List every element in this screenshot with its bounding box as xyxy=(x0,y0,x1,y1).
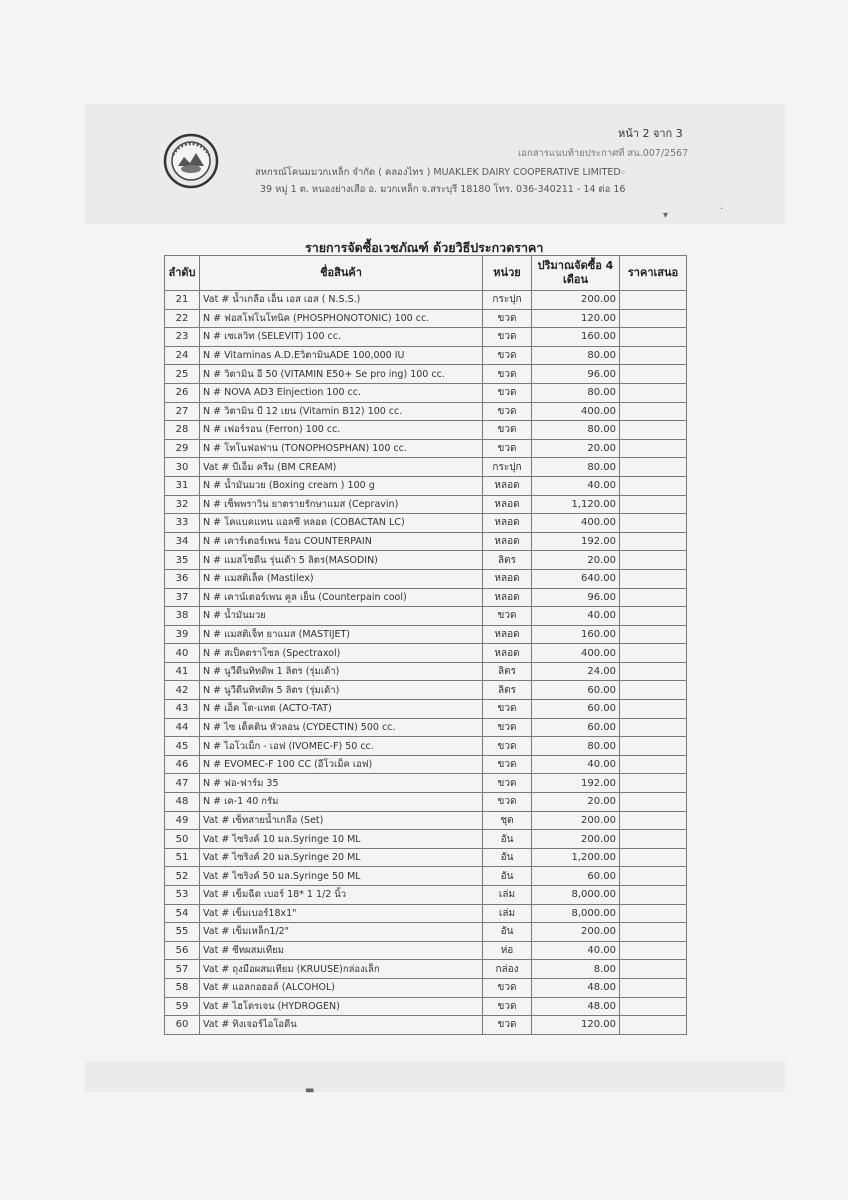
cell-product-name: N # EVOMEC-F 100 CC (อีโวเม็ค เอฟ) xyxy=(200,755,483,774)
cell-price xyxy=(620,551,687,570)
cell-price xyxy=(620,997,687,1016)
cell-order: 39 xyxy=(165,625,200,644)
cell-product-name: N # เซ็พพราวิน ยาตรายรักษาแมส (Cepravin) xyxy=(200,495,483,514)
cell-quantity: 60.00 xyxy=(532,867,620,886)
cell-product-name: N # ไซ เด็คติน หัวลอน (CYDECTIN) 500 cc. xyxy=(200,718,483,737)
cell-price xyxy=(620,402,687,421)
cell-price xyxy=(620,346,687,365)
cell-order: 35 xyxy=(165,551,200,570)
cell-product-name: N # ไอโวเม็ก - เอฟ (IVOMEC-F) 50 cc. xyxy=(200,737,483,756)
cell-unit: ขวด xyxy=(483,607,532,626)
cell-price xyxy=(620,978,687,997)
table-row xyxy=(165,811,687,830)
cell-price xyxy=(620,588,687,607)
cell-price xyxy=(620,830,687,849)
cell-product-name: N # เคาร์เตอร์เพน ร้อน COUNTERPAIN xyxy=(200,532,483,551)
cell-quantity: 80.00 xyxy=(532,383,620,402)
table-row xyxy=(165,886,687,905)
cell-price xyxy=(620,774,687,793)
cell-unit: หลอด xyxy=(483,644,532,663)
cell-product-name: Vat # แอลกอฮอล์ (ALCOHOL) xyxy=(200,978,483,997)
cell-product-name: Vat # ทิงเจอร์ไอโอดีน xyxy=(200,1016,483,1035)
cell-quantity: 20.00 xyxy=(532,793,620,812)
column-header-product: ชื่อสินค้า xyxy=(200,256,483,291)
cell-quantity: 80.00 xyxy=(532,346,620,365)
cell-unit: หลอด xyxy=(483,532,532,551)
cell-unit: ขวด xyxy=(483,383,532,402)
cell-order: 48 xyxy=(165,793,200,812)
cell-unit: ขวด xyxy=(483,1016,532,1035)
table-row xyxy=(165,551,687,570)
column-header-price: ราคาเสนอ xyxy=(620,256,687,291)
table-row xyxy=(165,997,687,1016)
cell-price xyxy=(620,514,687,533)
table-row xyxy=(165,718,687,737)
cell-quantity: 96.00 xyxy=(532,365,620,384)
cell-quantity: 60.00 xyxy=(532,718,620,737)
table-row xyxy=(165,328,687,347)
cell-price xyxy=(620,923,687,942)
cell-quantity: 120.00 xyxy=(532,309,620,328)
table-row xyxy=(165,978,687,997)
cell-quantity: 400.00 xyxy=(532,402,620,421)
cell-unit: ขวด xyxy=(483,309,532,328)
cell-price xyxy=(620,532,687,551)
cell-product-name: N # วิตามิน บี 12 เยน (Vitamin B12) 100 cc. xyxy=(200,402,483,421)
table-row xyxy=(165,662,687,681)
cell-price xyxy=(620,941,687,960)
cell-quantity: 192.00 xyxy=(532,774,620,793)
cell-unit: ขวด xyxy=(483,978,532,997)
cell-unit: ขวด xyxy=(483,793,532,812)
table-row xyxy=(165,346,687,365)
cell-price xyxy=(620,662,687,681)
cell-price xyxy=(620,476,687,495)
cell-order: 29 xyxy=(165,439,200,458)
cell-price xyxy=(620,569,687,588)
cell-quantity: 200.00 xyxy=(532,830,620,849)
cooperative-seal-icon xyxy=(163,133,219,189)
cell-quantity: 40.00 xyxy=(532,755,620,774)
cell-unit: ขวด xyxy=(483,997,532,1016)
column-header-quantity: ปริมาณจัดซื้อ 4 เดือน xyxy=(532,256,620,291)
cell-product-name: N # นูวีดีนทิทดิพ 1 ลิตร (รุ่มเด้า) xyxy=(200,662,483,681)
table-row xyxy=(165,439,687,458)
cell-order: 57 xyxy=(165,960,200,979)
cell-order: 33 xyxy=(165,514,200,533)
table-row xyxy=(165,421,687,440)
cell-product-name: N # แมสโซดีน รุ่นเด้า 5 ลิตร(MASODIN) xyxy=(200,551,483,570)
cell-unit: กระปุก xyxy=(483,458,532,477)
cell-product-name: Vat # ไซริงค์ 20 มล.Syringe 20 ML xyxy=(200,848,483,867)
cell-product-name: Vat # บีเอ็ม ครีม (BM CREAM) xyxy=(200,458,483,477)
cell-order: 41 xyxy=(165,662,200,681)
cell-price xyxy=(620,960,687,979)
cell-order: 43 xyxy=(165,700,200,719)
cell-price xyxy=(620,383,687,402)
cell-product-name: Vat # ถุงมือผสมเทียม (KRUUSE)กล่องเล็ก xyxy=(200,960,483,979)
cell-product-name: N # สเป็คตราโซล (Spectraxol) xyxy=(200,644,483,663)
cell-quantity: 8,000.00 xyxy=(532,886,620,905)
cell-order: 30 xyxy=(165,458,200,477)
cell-quantity: 40.00 xyxy=(532,476,620,495)
cell-product-name: Vat # เข็มเบอร์18x1" xyxy=(200,904,483,923)
cell-price xyxy=(620,328,687,347)
cell-order: 54 xyxy=(165,904,200,923)
table-row xyxy=(165,737,687,756)
cell-product-name: Vat # ไซริงค์ 50 มล.Syringe 50 ML xyxy=(200,867,483,886)
cell-price xyxy=(620,718,687,737)
table-row xyxy=(165,569,687,588)
cell-order: 40 xyxy=(165,644,200,663)
cell-order: 47 xyxy=(165,774,200,793)
cell-unit: ชุด xyxy=(483,811,532,830)
cell-order: 27 xyxy=(165,402,200,421)
cell-price xyxy=(620,291,687,310)
cell-order: 36 xyxy=(165,569,200,588)
cell-product-name: N # ฟอ-ฟาร์ม 35 xyxy=(200,774,483,793)
cell-quantity: 200.00 xyxy=(532,923,620,942)
cell-product-name: Vat # ไฮโดรเจน (HYDROGEN) xyxy=(200,997,483,1016)
cell-price xyxy=(620,700,687,719)
cell-price xyxy=(620,309,687,328)
cell-unit: ขวด xyxy=(483,439,532,458)
organization-name: สหกรณ์โคนมมวกเหล็ก จำกัด ( คลองไทร ) MUAKLEK DAIRY COOPERATIVE LIMITED xyxy=(255,167,621,178)
cell-unit: อัน xyxy=(483,867,532,886)
cell-quantity: 96.00 xyxy=(532,588,620,607)
cell-order: 22 xyxy=(165,309,200,328)
table-row xyxy=(165,458,687,477)
scan-speck: ▾ xyxy=(663,210,669,221)
cell-order: 31 xyxy=(165,476,200,495)
cell-quantity: 24.00 xyxy=(532,662,620,681)
cell-order: 49 xyxy=(165,811,200,830)
cell-product-name: Vat # เข็มฉีด เบอร์ 18* 1 1/2 นิ้ว xyxy=(200,886,483,905)
column-header-unit: หน่วย xyxy=(483,256,532,291)
cell-order: 45 xyxy=(165,737,200,756)
cell-product-name: N # NOVA AD3 Elnjection 100 cc. xyxy=(200,383,483,402)
organization-address: 39 หมู่ 1 ต. หนองย่างเสือ อ. มวกเหล็ก จ.สระบุรี 18180 โทร. 036-340211 - 14 ต่อ 16 xyxy=(260,184,626,195)
cell-price xyxy=(620,439,687,458)
cell-unit: หลอด xyxy=(483,625,532,644)
cell-unit: กล่อง xyxy=(483,960,532,979)
cell-product-name: N # โทโนฟอฟาน (TONOPHOSPHAN) 100 cc. xyxy=(200,439,483,458)
cell-order: 24 xyxy=(165,346,200,365)
cell-order: 26 xyxy=(165,383,200,402)
cell-product-name: N # นูวีดีนทิทดิพ 5 ลิตร (รุ่มเด้า) xyxy=(200,681,483,700)
cell-quantity: 400.00 xyxy=(532,514,620,533)
cell-price xyxy=(620,848,687,867)
table-row xyxy=(165,402,687,421)
cell-price xyxy=(620,755,687,774)
table-row xyxy=(165,960,687,979)
table-row xyxy=(165,1016,687,1035)
cell-unit: เล่ม xyxy=(483,904,532,923)
table-row xyxy=(165,309,687,328)
cell-quantity: 1,120.00 xyxy=(532,495,620,514)
cell-unit: เล่ม xyxy=(483,886,532,905)
cell-quantity: 40.00 xyxy=(532,607,620,626)
cell-product-name: N # เซเลวิท (SELEVIT) 100 cc. xyxy=(200,328,483,347)
cell-unit: กระปุก xyxy=(483,291,532,310)
cell-product-name: N # วิตามิน อี 50 (VITAMIN E50+ Se pro ing) 100 cc. xyxy=(200,365,483,384)
table-row xyxy=(165,476,687,495)
table-header-row xyxy=(165,256,687,291)
cell-product-name: N # ฟอสโฟโนโทนิค (PHOSPHONOTONIC) 100 cc. xyxy=(200,309,483,328)
cell-order: 28 xyxy=(165,421,200,440)
table-row xyxy=(165,514,687,533)
table-row xyxy=(165,904,687,923)
page-number: หน้า 2 จาก 3 xyxy=(618,127,683,140)
cell-product-name: N # แมสติเล็ค (Mastilex) xyxy=(200,569,483,588)
cell-unit: ขวด xyxy=(483,737,532,756)
cell-quantity: 1,200.00 xyxy=(532,848,620,867)
cell-quantity: 80.00 xyxy=(532,421,620,440)
cell-order: 51 xyxy=(165,848,200,867)
cell-quantity: 640.00 xyxy=(532,569,620,588)
table-body xyxy=(165,291,687,1035)
cell-order: 52 xyxy=(165,867,200,886)
column-header-order: ลำดับ xyxy=(165,256,200,291)
cell-order: 50 xyxy=(165,830,200,849)
cell-unit: ขวด xyxy=(483,365,532,384)
cell-unit: ขวด xyxy=(483,755,532,774)
cell-product-name: Vat # ซีทผสมเทียม xyxy=(200,941,483,960)
cell-order: 25 xyxy=(165,365,200,384)
cell-quantity: 48.00 xyxy=(532,978,620,997)
table-row xyxy=(165,383,687,402)
cell-order: 38 xyxy=(165,607,200,626)
cell-product-name: N # เค-1 40 กรัม xyxy=(200,793,483,812)
cell-price xyxy=(620,495,687,514)
cell-price xyxy=(620,793,687,812)
table-row xyxy=(165,365,687,384)
cell-quantity: 80.00 xyxy=(532,737,620,756)
cell-unit: ขวด xyxy=(483,328,532,347)
cell-unit: ลิตร xyxy=(483,551,532,570)
table-row xyxy=(165,848,687,867)
cell-order: 53 xyxy=(165,886,200,905)
table-row xyxy=(165,755,687,774)
cell-product-name: Vat # เข็มเหล็ก1/2" xyxy=(200,923,483,942)
table-row xyxy=(165,941,687,960)
cell-price xyxy=(620,365,687,384)
cell-unit: ขวด xyxy=(483,718,532,737)
cell-quantity: 200.00 xyxy=(532,291,620,310)
cell-quantity: 160.00 xyxy=(532,625,620,644)
cell-quantity: 160.00 xyxy=(532,328,620,347)
cell-unit: ลิตร xyxy=(483,681,532,700)
cell-product-name: N # น้ำมันมวย xyxy=(200,607,483,626)
cell-quantity: 60.00 xyxy=(532,700,620,719)
cell-unit: ขวด xyxy=(483,700,532,719)
cell-quantity: 20.00 xyxy=(532,551,620,570)
cell-price xyxy=(620,811,687,830)
table-row xyxy=(165,532,687,551)
cell-quantity: 60.00 xyxy=(532,681,620,700)
table-row xyxy=(165,291,687,310)
table-row xyxy=(165,700,687,719)
cell-product-name: N # น้ำมันมวย (Boxing cream ) 100 g xyxy=(200,476,483,495)
cell-price xyxy=(620,886,687,905)
cell-unit: หลอด xyxy=(483,588,532,607)
cell-price xyxy=(620,904,687,923)
cell-unit: อัน xyxy=(483,830,532,849)
cell-order: 59 xyxy=(165,997,200,1016)
cell-unit: ขวด xyxy=(483,774,532,793)
cell-order: 23 xyxy=(165,328,200,347)
cell-price xyxy=(620,458,687,477)
cell-price xyxy=(620,625,687,644)
cell-quantity: 120.00 xyxy=(532,1016,620,1035)
cell-quantity: 400.00 xyxy=(532,644,620,663)
cell-product-name: Vat # เซ็ทสายน้ำเกลือ (Set) xyxy=(200,811,483,830)
cell-product-name: Vat # น้ำเกลือ เอ็น เอส เอส ( N.S.S.) xyxy=(200,291,483,310)
document-reference: เอกสารแนบท้ายประกาศที่ สน.007/2567 xyxy=(518,148,689,159)
table-row xyxy=(165,867,687,886)
cell-unit: หลอด xyxy=(483,476,532,495)
cell-quantity: 8.00 xyxy=(532,960,620,979)
cell-unit: ห่อ xyxy=(483,941,532,960)
cell-price xyxy=(620,737,687,756)
cell-order: 44 xyxy=(165,718,200,737)
cell-order: 42 xyxy=(165,681,200,700)
cell-unit: อัน xyxy=(483,848,532,867)
scan-speck: ◦ xyxy=(620,168,626,179)
scan-shading xyxy=(85,1062,785,1092)
cell-quantity: 20.00 xyxy=(532,439,620,458)
cell-price xyxy=(620,1016,687,1035)
cell-quantity: 40.00 xyxy=(532,941,620,960)
cell-product-name: Vat # ไซริงค์ 10 มล.Syringe 10 ML xyxy=(200,830,483,849)
table-row xyxy=(165,681,687,700)
table-row xyxy=(165,793,687,812)
cell-unit: อัน xyxy=(483,923,532,942)
cell-order: 21 xyxy=(165,291,200,310)
cell-quantity: 80.00 xyxy=(532,458,620,477)
scan-speck: · xyxy=(720,204,724,215)
cell-price xyxy=(620,644,687,663)
cell-unit: ขวด xyxy=(483,421,532,440)
cell-unit: หลอด xyxy=(483,495,532,514)
cell-unit: ขวด xyxy=(483,402,532,421)
cell-unit: ขวด xyxy=(483,346,532,365)
cell-product-name: N # เอ็ค โต-แทต (ACTO-TAT) xyxy=(200,700,483,719)
cell-price xyxy=(620,421,687,440)
table-row xyxy=(165,495,687,514)
cell-product-name: N # แมสติเจ็ท ยาแมส (MASTIJET) xyxy=(200,625,483,644)
cell-price xyxy=(620,681,687,700)
cell-order: 56 xyxy=(165,941,200,960)
cell-order: 32 xyxy=(165,495,200,514)
cell-order: 55 xyxy=(165,923,200,942)
cell-quantity: 48.00 xyxy=(532,997,620,1016)
table-row xyxy=(165,923,687,942)
cell-product-name: N # เคาน์เตอร์เพน คูล เย็น (Counterpain cool) xyxy=(200,588,483,607)
cell-unit: ลิตร xyxy=(483,662,532,681)
cell-product-name: N # Vitaminas A.D.EวิตามินADE 100,000 IU xyxy=(200,346,483,365)
cell-unit: หลอด xyxy=(483,514,532,533)
procurement-table xyxy=(164,255,687,1035)
table-row xyxy=(165,774,687,793)
cell-order: 34 xyxy=(165,532,200,551)
cell-order: 46 xyxy=(165,755,200,774)
page-title: รายการจัดซื้อเวชภัณฑ์ ด้วยวิธีประกวดราคา xyxy=(305,240,544,255)
cell-product-name: N # เฟอร์รอน (Ferron) 100 cc. xyxy=(200,421,483,440)
cell-product-name: N # โคแบคแทน แอลซี หลอด (COBACTAN LC) xyxy=(200,514,483,533)
table-row xyxy=(165,644,687,663)
table-row xyxy=(165,607,687,626)
cell-order: 60 xyxy=(165,1016,200,1035)
cell-unit: หลอด xyxy=(483,569,532,588)
cell-quantity: 200.00 xyxy=(532,811,620,830)
cell-order: 58 xyxy=(165,978,200,997)
cell-quantity: 8,000.00 xyxy=(532,904,620,923)
table-row xyxy=(165,588,687,607)
cell-price xyxy=(620,607,687,626)
table-row xyxy=(165,625,687,644)
cell-quantity: 192.00 xyxy=(532,532,620,551)
table-row xyxy=(165,830,687,849)
cell-price xyxy=(620,867,687,886)
scan-speck: ▬ xyxy=(305,1085,315,1096)
cell-order: 37 xyxy=(165,588,200,607)
